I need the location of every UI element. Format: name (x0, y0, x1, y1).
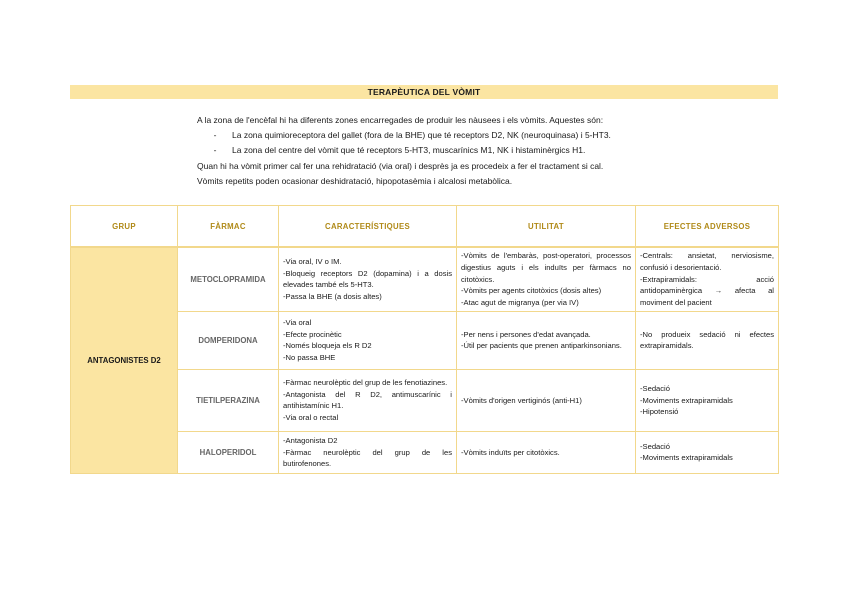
header-drug: FÀRMAC (178, 206, 279, 248)
table-row (71, 431, 779, 473)
bullet-item (197, 143, 757, 158)
features-line: -Fàrmac neurolèptic del grup de les butirofenones. (283, 447, 452, 469)
features-line: -Antagonista D2 (283, 435, 338, 445)
utility-line: -Vòmits induïts per citotòxics. (461, 447, 560, 457)
table-row (71, 369, 779, 431)
table-row (71, 247, 779, 311)
features-line: -Només bloqueja els R D2 (283, 341, 372, 351)
features-line: -Antagonista del R D2, antimuscarínic i antihistamínic H1. (283, 389, 452, 411)
bullet-text: La zona quimioreceptora del gallet (fora de la BHE) que té receptors D2, NK (neuroquinasa) i 5-HT3. (232, 130, 611, 141)
utility-line: -Vòmits de l'embaràs, post-operatori, processos digestius aguts i els induïts per fàrmacs no citotòxics. (461, 251, 631, 284)
drug-name: TIETILPERAZINA (178, 369, 279, 431)
features-line: -Bloqueig receptors D2 (dopamina) i a dosis elevades també els 5-HT3. (283, 268, 452, 290)
bullet-item (197, 128, 757, 143)
utility-cell (457, 311, 636, 369)
intro-line-3: Vòmits repetits poden ocasionar deshidratació, hipopotasèmia i alcalosi metabòlica. (197, 175, 513, 186)
utility-line: -Vòmits d'origen vertiginós (anti-H1) (461, 395, 582, 405)
drug-name: HALOPERIDOL (178, 431, 279, 473)
utility-line: -Vòmits per agents citotòxics (dosis altes) (461, 286, 602, 296)
adverse-line: -No produeix sedació ni efectes extrapiramidals. (640, 329, 774, 351)
drug-name: DOMPERIDONA (178, 311, 279, 369)
utility-line: -Útil per pacients que prenen antiparkinsonians. (461, 341, 622, 351)
header-features: CARACTERÍSTIQUES (279, 206, 457, 248)
header-utility: UTILITAT (457, 206, 636, 248)
features-cell (279, 369, 457, 431)
features-cell (279, 431, 457, 473)
document-title: TERAPÈUTICA DEL VÒMIT (70, 85, 778, 99)
table-row (71, 311, 779, 369)
drug-name: METOCLOPRAMIDA (178, 247, 279, 311)
adverse-cell (636, 247, 779, 311)
adverse-line: -Sedació (640, 383, 670, 393)
intro-text (197, 113, 757, 189)
bullet-text: La zona del centre del vòmit que té receptors 5-HT3, muscarínics M1, NK i histaminèrgics H1. (232, 145, 586, 156)
features-line: -No passa BHE (283, 353, 336, 363)
intro-line-1: A la zona de l'encèfal hi ha diferents zones encarregades de produir les nàusees i els vòmits. Aquestes són: (197, 115, 604, 125)
table-header-row (71, 206, 779, 248)
features-line: -Via oral, IV o IM. (283, 256, 342, 266)
features-line: -Via oral o rectal (283, 413, 339, 423)
adverse-line: -Extrapiramidals: acció antidopaminèrgica → afecta al moviment del pacient (640, 274, 774, 308)
header-group: GRUP (71, 206, 178, 248)
features-line: -Via oral (283, 317, 312, 327)
drug-table (70, 205, 779, 474)
features-cell (279, 247, 457, 311)
utility-line: -Per nens i persones d'edat avançada. (461, 329, 591, 339)
group-cell: ANTAGONISTES D2 (71, 247, 178, 473)
adverse-cell (636, 431, 779, 473)
utility-line: -Atac agut de migranya (per via IV) (461, 298, 579, 308)
adverse-line: -Moviments extrapiramidals (640, 453, 733, 463)
utility-cell (457, 431, 636, 473)
features-line: -Fàrmac neurolèptic del grup de les fenotiazines. (283, 377, 448, 387)
utility-cell (457, 247, 636, 311)
bullet-dash: - (213, 145, 217, 156)
adverse-line: -Hipotensió (640, 407, 679, 417)
adverse-cell (636, 311, 779, 369)
intro-line-2: Quan hi ha vòmit primer cal fer una rehidratació (via oral) i desprès ja es procedeix a fer el tractament si cal. (197, 160, 604, 171)
adverse-line: -Centrals: ansietat, nerviosisme, confusió i desorientació. (640, 251, 774, 272)
features-cell (279, 311, 457, 369)
utility-cell (457, 369, 636, 431)
bullet-dash: - (213, 130, 217, 141)
adverse-cell (636, 369, 779, 431)
features-line: -Passa la BHE (a dosis altes) (283, 292, 382, 302)
header-adverse: EFECTES ADVERSOS (636, 206, 779, 248)
adverse-line: -Sedació (640, 441, 670, 451)
adverse-line: -Moviments extrapiramidals (640, 395, 733, 405)
features-line: -Efecte procinètic (283, 329, 342, 339)
